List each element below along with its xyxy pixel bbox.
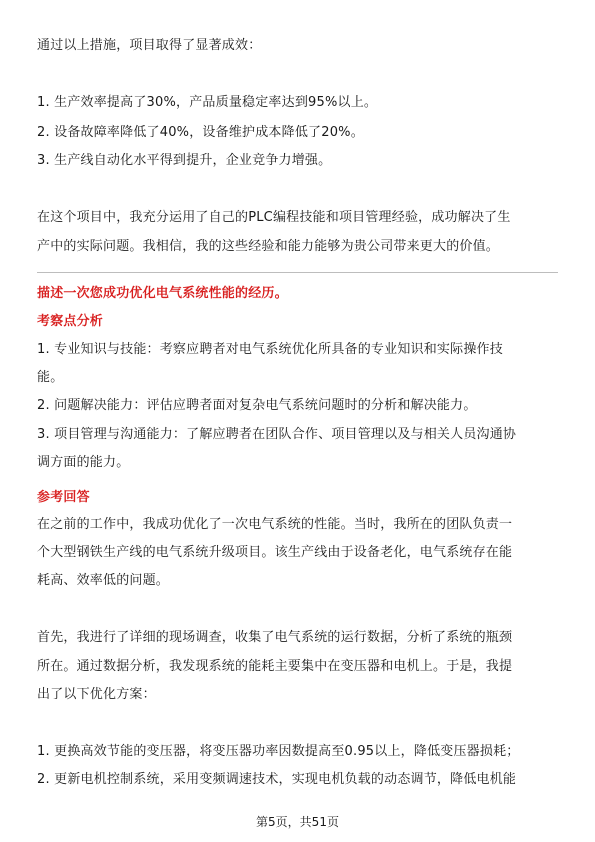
- answer-para2-line-3: 出了以下优化方案：: [37, 687, 156, 702]
- analysis-line-2: 能。: [37, 370, 64, 385]
- analysis-line-4: 3. 项目管理与沟通能力：了解应聘者在团队合作、项目管理以及与相关人员沟通协: [37, 427, 517, 442]
- results-intro: 通过以上措施，项目取得了显著成效：: [37, 38, 262, 53]
- plan-item-2: 2. 更新电机控制系统，采用变频调速技术，实现电机负载的动态调节，降低电机能: [37, 772, 517, 787]
- result-item-2: 2. 设备故障率降低了40%，设备维护成本降低了20%。: [37, 125, 364, 140]
- conclusion-line-2: 产中的实际问题。我相信，我的这些经验和能力能够为贵公司带来更大的价值。: [37, 239, 500, 254]
- answer-para1-line-3: 耗高、效率低的问题。: [37, 573, 170, 588]
- answer-para1-line-1: 在之前的工作中，我成功优化了一次电气系统的性能。当时，我所在的团队负责一: [37, 517, 513, 532]
- conclusion-line-1: 在这个项目中，我充分运用了自己的PLC编程技能和项目管理经验，成功解决了生: [37, 210, 511, 225]
- plan-item-1: 1. 更换高效节能的变压器，将变压器功率因数提高至0.95以上，降低变压器损耗；: [37, 744, 520, 759]
- answer-heading: 参考回答: [37, 490, 90, 505]
- analysis-line-1: 1. 专业知识与技能：考察应聘者对电气系统优化所具备的专业知识和实际操作技: [37, 342, 503, 357]
- answer-para2-line-2: 所在。通过数据分析，我发现系统的能耗主要集中在变压器和电机上。于是，我提: [37, 659, 513, 674]
- section-divider: [37, 272, 558, 273]
- analysis-heading: 考察点分析: [37, 314, 104, 329]
- page-indicator: 第5页，共51页: [256, 815, 339, 829]
- result-item-3: 3. 生产线自动化水平得到提升，企业竞争力增强。: [37, 153, 332, 168]
- analysis-line-3: 2. 问题解决能力：评估应聘者面对复杂电气系统问题时的分析和解决能力。: [37, 398, 477, 413]
- answer-para2-line-1: 首先，我进行了详细的现场调查，收集了电气系统的运行数据，分析了系统的瓶颈: [37, 630, 513, 645]
- answer-para1-line-2: 个大型钢铁生产线的电气系统升级项目。该生产线由于设备老化，电气系统存在能: [37, 545, 513, 560]
- question-title: 描述一次您成功优化电气系统性能的经历。: [37, 286, 288, 301]
- result-item-1: 1. 生产效率提高了30%，产品质量稳定率达到95%以上。: [37, 95, 378, 110]
- analysis-line-5: 调方面的能力。: [37, 455, 130, 470]
